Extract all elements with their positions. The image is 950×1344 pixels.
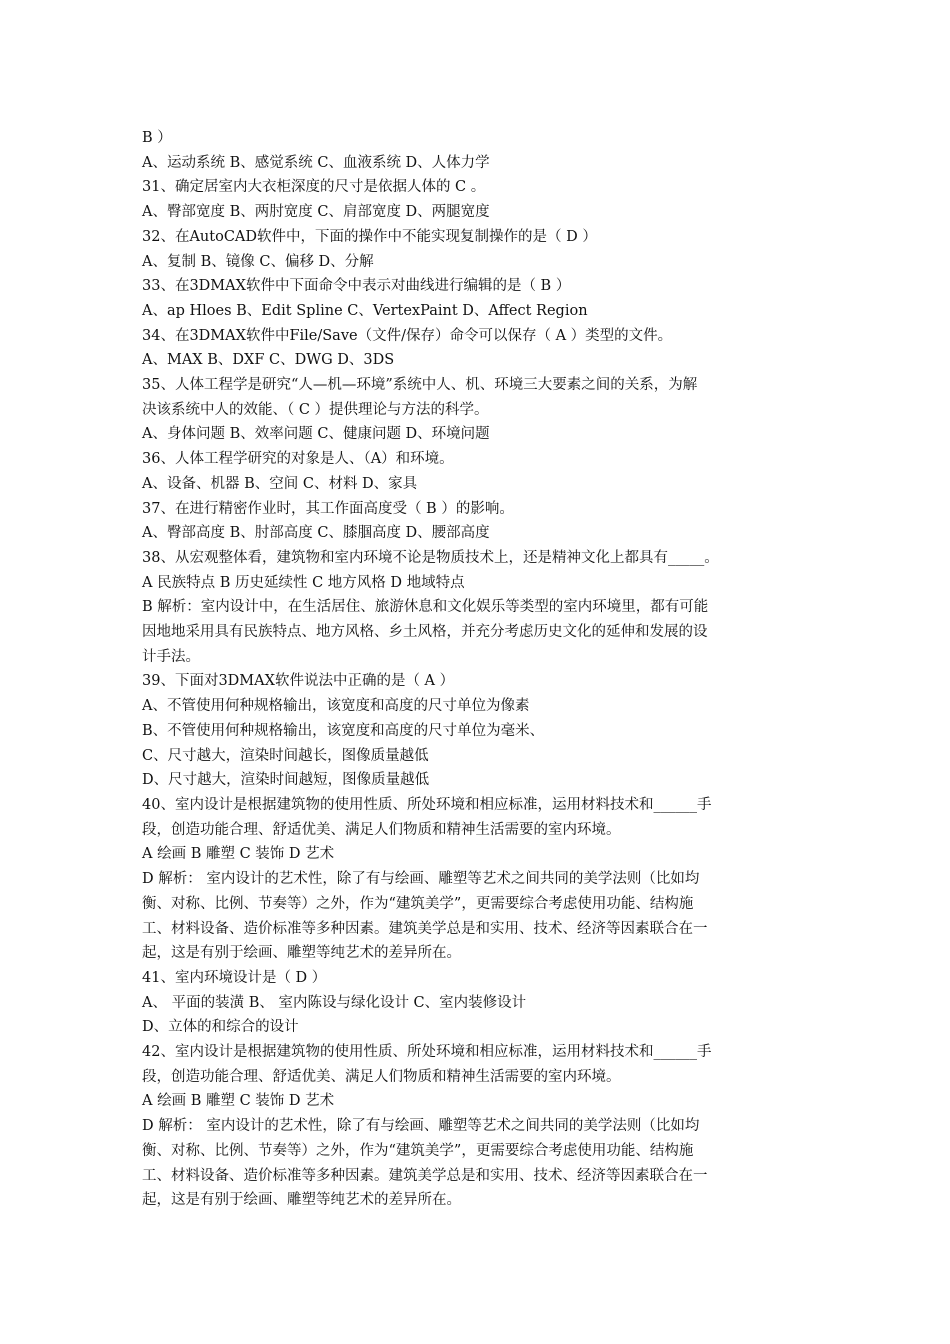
text-line: 40、室内设计是根据建筑物的使用性质、所处环境和相应标准，运用材料技术和______手 — [142, 796, 712, 813]
text-line: D、尺寸越大，渲染时间越短，图像质量越低 — [142, 772, 430, 789]
text-line: 38、从宏观整体看，建筑物和室内环境不论是物质技术上，还是精神文化上都具有_____。 — [142, 549, 719, 566]
text-line: D 解析： 室内设计的艺术性，除了有与绘画、雕塑等艺术之间共同的美学法则（比如均 — [142, 871, 700, 888]
text-line: A、身体问题 B、效率问题 C、健康问题 D、环境问题 — [142, 426, 490, 443]
text-line: 起，这是有别于绘画、雕塑等纯艺术的差异所在。 — [142, 945, 461, 962]
text-line: D 解析： 室内设计的艺术性，除了有与绘画、雕塑等艺术之间共同的美学法则（比如均 — [142, 1118, 700, 1135]
text-line: A 绘画 B 雕塑 C 装饰 D 艺术 — [142, 1093, 335, 1110]
text-line: 39、下面对3DMAX软件说法中正确的是（ A ） — [142, 673, 455, 690]
text-line: 段，创造功能合理、舒适优美、满足人们物质和精神生活需要的室内环境。 — [142, 1068, 621, 1085]
text-line: 36、人体工程学研究的对象是人、（A）和环境。 — [142, 451, 454, 468]
text-line: 37、在进行精密作业时，其工作面高度受（ B ）的影响。 — [142, 500, 514, 517]
text-line: 衡、对称、比例、节奏等）之外，作为“建筑美学”，更需要综合考虑使用功能、结构施 — [142, 1142, 694, 1159]
text-line: A、MAX B、DXF C、DWG D、3DS — [142, 352, 395, 369]
text-line: 42、室内设计是根据建筑物的使用性质、所处环境和相应标准，运用材料技术和______手 — [142, 1044, 712, 1061]
text-line: A、臀部宽度 B、两肘宽度 C、肩部宽度 D、两腿宽度 — [142, 204, 490, 221]
text-line: C、尺寸越大，渲染时间越长，图像质量越低 — [142, 747, 429, 764]
text-line: 工、材料设备、造价标准等多种因素。建筑美学总是和实用、技术、经济等因素联合在一 — [142, 1167, 708, 1184]
text-line: D、立体的和综合的设计 — [142, 1019, 299, 1036]
text-line: A、复制 B、镜像 C、偏移 D、分解 — [142, 253, 374, 270]
document-body — [142, 126, 810, 1213]
text-line: 工、材料设备、造价标准等多种因素。建筑美学总是和实用、技术、经济等因素联合在一 — [142, 920, 708, 937]
text-line: A、ap Hloes B、Edit Spline C、VertexPaint D、Affect Region — [142, 302, 588, 319]
text-line: B ） — [142, 130, 172, 146]
text-line: 34、在3DMAX软件中File/Save（文件/保存）命令可以保存（ A ）类型的文件。 — [142, 327, 673, 344]
text-line: 41、室内环境设计是（ D ） — [142, 969, 327, 986]
text-line: 35、人体工程学是研究“人—机—环境”系统中人、机、环境三大要素之间的关系，为解 — [142, 377, 698, 394]
text-line: A、 平面的装潢 B、 室内陈设与绿化设计 C、室内装修设计 — [142, 994, 527, 1011]
text-line: 因地地采用具有民族特点、地方风格、乡土风格，并充分考虑历史文化的延伸和发展的设 — [142, 624, 708, 641]
text-line: 计手法。 — [142, 648, 200, 665]
text-line: 32、在AutoCAD软件中，下面的操作中不能实现复制操作的是（ D ） — [142, 228, 597, 245]
text-line: 31、确定居室内大衣柜深度的尺寸是依据人体的 C 。 — [142, 179, 486, 196]
text-line: B 解析：室内设计中，在生活居住、旅游休息和文化娱乐等类型的室内环境里，都有可能 — [142, 599, 709, 616]
text-line: 33、在3DMAX软件中下面命令中表示对曲线进行编辑的是（ B ） — [142, 278, 571, 295]
text-line: B、不管使用何种规格输出，该宽度和高度的尺寸单位为毫米、 — [142, 722, 545, 739]
text-line: A 绘画 B 雕塑 C 装饰 D 艺术 — [142, 846, 335, 863]
text-line: A、不管使用何种规格输出，该宽度和高度的尺寸单位为像素 — [142, 698, 530, 715]
text-line: 决该系统中人的效能、（ C ）提供理论与方法的科学。 — [142, 401, 489, 418]
text-line: 起，这是有别于绘画、雕塑等纯艺术的差异所在。 — [142, 1192, 461, 1209]
text-line: A、设备、机器 B、空间 C、材料 D、家具 — [142, 475, 418, 492]
text-line: 段，创造功能合理、舒适优美、满足人们物质和精神生活需要的室内环境。 — [142, 821, 621, 838]
text-line: A 民族特点 B 历史延续性 C 地方风格 D 地域特点 — [142, 574, 465, 591]
text-line: A、运动系统 B、感觉系统 C、血液系统 D、人体力学 — [142, 154, 490, 171]
text-line: 衡、对称、比例、节奏等）之外，作为“建筑美学”，更需要综合考虑使用功能、结构施 — [142, 895, 694, 912]
text-line: A、臀部高度 B、肘部高度 C、膝腘高度 D、腰部高度 — [142, 525, 490, 542]
